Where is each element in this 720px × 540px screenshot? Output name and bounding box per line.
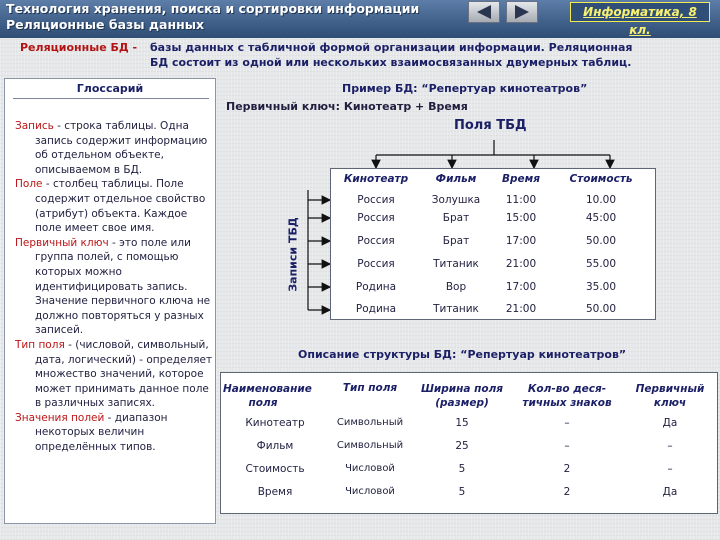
table-cell: – xyxy=(667,440,673,452)
glossary-term: Тип поля xyxy=(15,338,65,351)
table-cell: – xyxy=(564,440,570,452)
table-cell: Числовой xyxy=(345,486,395,497)
table-cell: Вор xyxy=(445,281,467,293)
table-cell: 17:00 xyxy=(505,281,537,293)
table-cell: 50.00 xyxy=(585,235,617,247)
definition-term: Реляционные БД - xyxy=(20,41,138,54)
records-label: Записи ТБД xyxy=(286,217,300,292)
column-header: Кол-во деся-тичных знаков xyxy=(522,383,612,409)
example-title: Пример БД: “Репертуар кинотеатров” xyxy=(342,82,588,95)
glossary-term: Первичный ключ xyxy=(15,236,109,249)
table-cell: Россия xyxy=(357,258,395,270)
slide-subtitle: Реляционные базы данных xyxy=(6,17,205,32)
table-cell: 15:00 xyxy=(505,212,537,224)
table-cell: Символьный xyxy=(336,440,404,451)
glossary-definition: - это поле или группа полей, с помощью которых можно идентифицировать запись. Значение первичного ключа не должно повторяться у разных записей. xyxy=(35,236,211,337)
structure-table xyxy=(220,372,718,514)
column-header: Первичный ключ xyxy=(635,383,705,409)
table-cell: Золушка xyxy=(431,194,481,206)
glossary-title: Глоссарий xyxy=(76,82,144,95)
glossary-definition: - диапазон некоторых величин определённых типов. xyxy=(35,411,168,454)
table-cell: Титаник xyxy=(433,303,479,315)
glossary-term: Запись xyxy=(15,120,54,132)
glossary-definition: - строка таблицы. Одна запись содержит информацию об отдельном объекте, описываемом в БД. xyxy=(35,120,208,176)
table-cell: – xyxy=(667,463,673,475)
table-cell: Кинотеатр xyxy=(245,417,305,429)
table-cell: Время xyxy=(257,486,293,498)
table-cell: Россия xyxy=(357,194,395,206)
column-header: Фильм xyxy=(435,173,477,185)
column-header: Наименование поля xyxy=(223,383,312,409)
example-table xyxy=(330,168,656,320)
table-cell: 17:00 xyxy=(505,235,537,247)
table-cell: 2 xyxy=(563,486,571,498)
course-link[interactable]: Информатика, 8 кл. xyxy=(570,2,710,22)
table-cell: Фильм xyxy=(256,440,294,452)
column-header: Стоимость xyxy=(569,173,633,185)
slide-title: Технология хранения, поиска и сортировки информации xyxy=(6,1,420,16)
definition-line-1: базы данных с табличной формой организации информации. Реляционная xyxy=(150,41,633,54)
table-cell: 35.00 xyxy=(585,281,617,293)
table-cell: Россия xyxy=(357,212,395,224)
table-cell: Родина xyxy=(355,303,397,315)
table-cell: Брат xyxy=(442,235,470,247)
table-cell: 5 xyxy=(458,463,466,475)
table-cell: Россия xyxy=(357,235,395,247)
primary-key-note: Первичный ключ: Кинотеатр + Время xyxy=(226,100,468,113)
table-cell: Числовой xyxy=(345,463,395,474)
table-cell: Да xyxy=(662,417,678,429)
definition-line-2: БД состоит из одной или нескольких взаимосвязанных двумерных таблиц. xyxy=(150,56,632,69)
table-cell: Брат xyxy=(442,212,470,224)
column-header: Кинотеатр xyxy=(343,173,409,185)
table-cell: Символьный xyxy=(336,417,404,428)
table-cell: 2 xyxy=(563,463,571,475)
table-cell: – xyxy=(564,417,570,429)
table-cell: 25 xyxy=(455,440,469,452)
structure-title: Описание структуры БД: “Репертуар кинотеатров” xyxy=(298,348,627,361)
column-header: Время xyxy=(502,173,540,185)
table-cell: Титаник xyxy=(433,258,479,270)
table-cell: 5 xyxy=(458,486,466,498)
table-cell: 21:00 xyxy=(505,303,537,315)
table-cell: Родина xyxy=(355,281,397,293)
table-cell: 15 xyxy=(455,417,469,429)
glossary-definition: - (числовой, символьный, дата, логический) - определяет множество значений, которое может принимать данное поле в различных записях. xyxy=(35,338,213,410)
table-cell: 50.00 xyxy=(585,303,617,315)
table-cell: 55.00 xyxy=(585,258,617,270)
table-cell: Стоимость xyxy=(245,463,305,475)
table-cell: Да xyxy=(662,486,678,498)
table-cell: 10.00 xyxy=(585,194,617,206)
column-header: Ширина поля (размер) xyxy=(420,383,504,409)
glossary-term: Поле xyxy=(15,178,43,191)
table-cell: 21:00 xyxy=(505,258,537,270)
table-cell: 45:00 xyxy=(585,212,617,224)
column-header: Тип поля xyxy=(342,382,398,394)
glossary-definition: - столбец таблицы. Поле содержит отдельное свойство (атрибут) объекта. Каждое поле имеет свое имя. xyxy=(35,178,206,235)
fields-label: Поля ТБД xyxy=(454,118,527,133)
table-cell: 11:00 xyxy=(505,194,537,206)
glossary-term: Значения полей xyxy=(15,411,105,424)
